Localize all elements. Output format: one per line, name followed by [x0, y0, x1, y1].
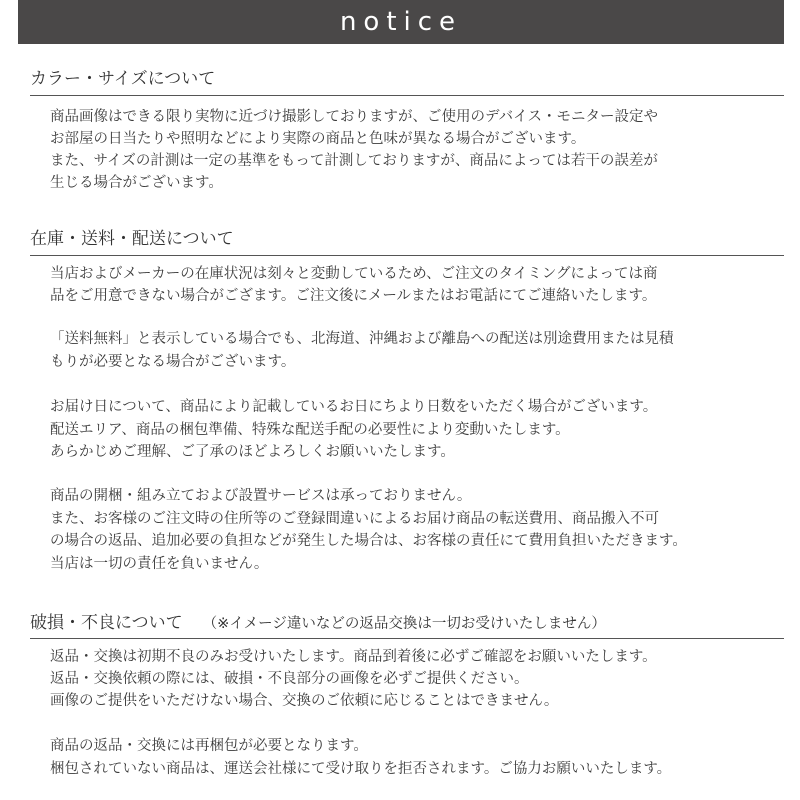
body-line: 商品の返品・交換には再梱包が必要となります。 [50, 738, 368, 754]
section-heading-text: カラー・サイズについて [30, 69, 216, 89]
body-line: 配送エリア、商品の梱包準備、特殊な配送手配の必要性により変動いたします。 [50, 422, 570, 438]
body-line: また、お客様のご注文時の住所等のご登録間違いによるお届け商品の転送費用、商品搬入不可 [50, 511, 659, 527]
notice-title: notice [339, 7, 463, 37]
body-line: お部屋の日当たりや照明などにより実際の商品と色味が異なる場合がございます。 [50, 131, 586, 147]
body-line: 梱包されていない商品は、運送会社様にて受け取りを拒否されます。ご協力お願いいたします。 [50, 761, 672, 777]
notice-banner [18, 0, 784, 44]
section-heading-color-size [30, 64, 784, 89]
section-divider [30, 638, 784, 639]
body-line: また、サイズの計測は一定の基準をもって計測しておりますが、商品によっては若干の誤差が [50, 153, 658, 169]
body-line: 品をご用意できない場合がござます。ご注文後にメールまたはお電話にてご連絡いたします。 [50, 288, 657, 304]
body-line: もりが必要となる場合がございます。 [50, 354, 296, 370]
body-line: 生じる場合がございます。 [50, 175, 223, 191]
body-line: 商品画像はできる限り実物に近づけ撮影しておりますが、ご使用のデバイス・モニター設定や [50, 109, 658, 125]
body-line: あらかじめご理解、ご了承のほどよろしくお願いいたします。 [50, 444, 455, 460]
section-heading-damage-defect [30, 608, 784, 633]
body-line: 返品・交換依頼の際には、破損・不良部分の画像を必ずご提供ください。 [50, 671, 529, 687]
body-line: お届け日について、商品により記載しているお日にちより日数をいただく場合がございます。 [50, 399, 658, 415]
body-line: 当店およびメーカーの在庫状況は刻々と変動しているため、ご注文のタイミングによっては商 [50, 266, 658, 282]
section-heading-stock-shipping [30, 224, 784, 249]
section-heading-note: （※イメージ違いなどの返品交換は一切お受けいたしません） [202, 616, 606, 632]
body-line: の場合の返品、追加必要の負担などが発生した場合は、お客様の責任にて費用負担いただきます。 [50, 533, 687, 549]
body-line: 当店は一切の責任を負いません。 [50, 556, 269, 572]
body-line: 「送料無料」と表示している場合でも、北海道、沖縄および離島への配送は別途費用または見積 [50, 331, 674, 347]
section-heading-text: 破損・不良について [30, 613, 183, 633]
body-line: 画像のご提供をいただけない場合、交換のご依頼に応じることはできません。 [50, 693, 559, 709]
body-line: 返品・交換は初期不良のみお受けいたします。商品到着後に必ずご確認をお願いいたします。 [50, 649, 657, 665]
section-heading-text: 在庫・送料・配送について [30, 229, 234, 249]
section-divider [30, 255, 784, 256]
section-divider [30, 95, 784, 96]
body-line: 商品の開梱・組み立ておよび設置サービスは承っておりません。 [50, 488, 472, 504]
